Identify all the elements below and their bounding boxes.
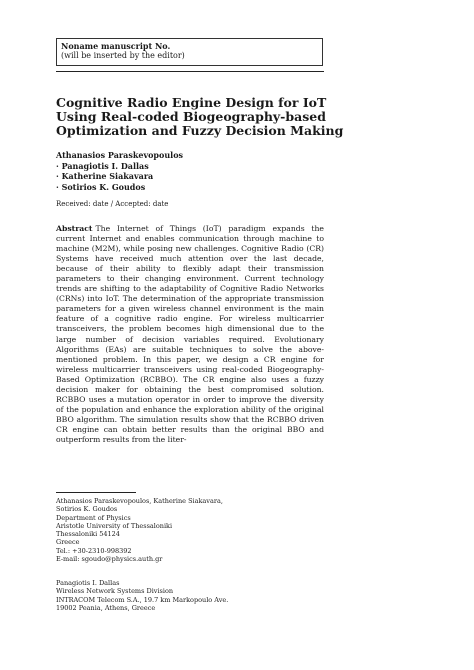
affiliation-line: Sotirios K. Goudos [56, 505, 118, 514]
author-name: · Sotirios K. Goudos [56, 181, 146, 192]
received-date-line: Received: date / Accepted: date [56, 200, 169, 208]
manuscript-number-label: Noname manuscript No. [61, 41, 171, 51]
abstract-text: The Internet of Things (IoT) paradigm expands the current Internet and enables communication through machine to machine (M2M), while posing new challenges. Cognitive Radio (CR) Systems have received much attention over the last decade, because of their ability to flexibly adapt their transmission parameters to their changing environment. Current technology trends are shifting to the adaptability of Cognitive Radio Networks (CRNs) into IoT. The determination of the appropriate transmission parameters for a given wireless channel environment is the main feature of a cognitive radio engine. For wireless multicarrier transceivers, the problem becomes high dimensional due to the large number of decision variables required. Evolutionary Algorithms (EAs) are suitable techniques to solve the above-mentioned problem. In this paper, we design a CR engine for wireless multicarrier transceivers using real-coded Biogeography-Based Optimization (RCBBO). The CR engine also uses a fuzzy decision maker for obtaining the best compromised solution. RCBBO uses a mutation operator in order to improve the diversity of the population and enhance the exploration ability of the original BBO algorithm. The simulation results show that the RCBBO driven CR engine can obtain better results than the original BBO and outperform results from the liter- [56, 224, 324, 444]
affiliation-line: Thessaloniki 54124 [56, 530, 120, 539]
manuscript-number-box [56, 38, 323, 66]
affiliation-line: Panagiotis I. Dallas [56, 579, 120, 587]
affiliation-line: Wireless Network Systems Division [56, 587, 174, 596]
affiliation-line: Tel.: +30-2310-998392 [56, 546, 132, 555]
header-rule [56, 71, 324, 72]
affiliation-line: INTRACOM Telecom S.A., 19.7 km Markopoulo Ave. [56, 595, 229, 604]
author-name: Athanasios Paraskevopoulos [56, 150, 184, 160]
manuscript-number-note: (will be inserted by the editor) [61, 51, 185, 60]
abstract-label: Abstract [56, 224, 93, 233]
author-list [56, 150, 276, 192]
affiliation-email: E-mail: sgoudo@physics.auth.gr [56, 555, 163, 564]
abstract-section [56, 224, 324, 445]
author-name: · Katherine Siakavara [56, 171, 154, 181]
affiliation-line: Greece [56, 538, 80, 547]
affiliation-block [56, 579, 276, 612]
affiliation-line: 19002 Peania, Athens, Greece [56, 603, 156, 612]
affiliation-line: Athanasios Paraskevopoulos, Katherine Siakavara, [56, 497, 223, 505]
affiliation-line: Department of Physics [56, 513, 131, 522]
affiliation-block [56, 497, 276, 563]
footnote-rule [56, 492, 136, 493]
author-name: · Panagiotis I. Dallas [56, 160, 149, 171]
paper-title: Cognitive Radio Engine Design for IoT Using Real-coded Biogeography-based Optimization and Fuzzy Decision Making [56, 95, 344, 138]
affiliation-line: Aristotle University of Thessaloniki [56, 521, 173, 530]
